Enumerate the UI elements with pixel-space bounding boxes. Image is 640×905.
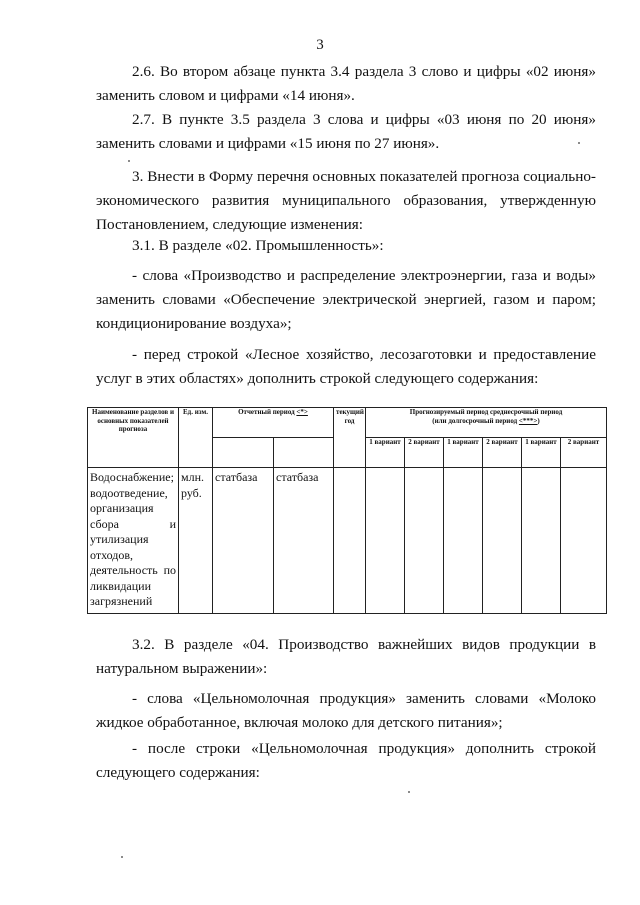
row-variant-4 [483, 468, 522, 614]
paragraph-replace-dairy [96, 687, 596, 735]
paragraph-after-dairy [96, 737, 596, 785]
scan-speck [121, 856, 123, 858]
header-variant-5: 1 вариант [522, 438, 561, 468]
paragraph-3 [96, 165, 596, 237]
table-row [88, 468, 607, 614]
header-forecast-line2-wrap [368, 417, 604, 426]
paragraph-text: 3.2. В разделе «04. Производство важнейших видов продукции в натуральном выражении»: [96, 636, 596, 677]
header-name [88, 408, 179, 468]
row-current [334, 468, 366, 614]
page-number: 3 [316, 37, 324, 53]
row-report-2: статбаза [274, 468, 334, 614]
header-forecast-line1: Прогнозируемый период среднесрочный период [409, 408, 563, 416]
header-forecast-close: ) [537, 416, 540, 425]
paragraph-3-2 [96, 633, 596, 681]
header-variant-1: 1 вариант [366, 438, 405, 468]
header-variant-6: 2 вариант [561, 438, 607, 468]
paragraph-text: - перед строкой «Лесное хозяйство, лесозаготовки и предоставление услуг в этих областях» дополнить строкой следующего содержания: [96, 346, 596, 387]
paragraph-text: 2.7. В пункте 3.5 раздела 3 слова и цифры «03 июня по 20 июня» заменить словами и цифрами «15 июня по 27 июня». [96, 111, 596, 152]
row-report-1: статбаза [213, 468, 274, 614]
paragraph-text: - слова «Цельномолочная продукция» заменить словами «Молоко жидкое обработанное, включая молоко для детского питания»; [96, 690, 596, 731]
paragraph-2-6 [96, 60, 596, 108]
header-current-text: текущий год [336, 408, 364, 425]
header-variant-4: 2 вариант [483, 438, 522, 468]
scan-speck [128, 160, 130, 162]
paragraph-2-7 [96, 108, 596, 156]
row-name: Водоснабжение; водоотведение, организация сбора и утилизация отходов, деятельность по ликвидации загрязнений [88, 468, 179, 614]
indicator-table [87, 407, 607, 614]
header-current-year [334, 408, 366, 468]
header-forecast-period [366, 408, 607, 438]
row-variant-6 [561, 468, 607, 614]
header-reporting-mark: <*> [296, 408, 308, 416]
row-unit: млн. руб. [179, 468, 213, 614]
scan-speck [578, 142, 580, 144]
paragraph-replace-words [96, 264, 596, 336]
paragraph-text: 2.6. Во втором абзаце пункта 3.4 раздела 3 слово и цифры «02 июня» заменить словом и цифрами «14 июня». [96, 63, 596, 104]
header-unit-text: Ед. изм. [183, 408, 208, 416]
scan-speck [408, 791, 410, 793]
header-variant-2: 2 вариант [405, 438, 444, 468]
header-reporting-period [213, 408, 334, 438]
header-reporting-text: Отчетный период [238, 408, 295, 416]
header-unit [179, 408, 213, 468]
row-variant-2 [405, 468, 444, 614]
header-variant-3: 1 вариант [444, 438, 483, 468]
paragraph-text: 3. Внести в Форму перечня основных показателей прогноза социально-экономического развития муниципального образования, утвержденную Постановлением, следующие изменения: [96, 168, 596, 233]
paragraph-text: - после строки «Цельномолочная продукция» дополнить строкой следующего содержания: [96, 740, 596, 781]
paragraph-text: - слова «Производство и распределение электроэнергии, газа и воды» заменить словами «Обеспечение электрической энергией, газом и паром; кондиционирование воздуха»; [96, 267, 596, 332]
header-reporting-sub-2 [274, 438, 334, 468]
paragraph-insert-row [96, 343, 596, 391]
header-reporting-sub-1 [213, 438, 274, 468]
paragraph-text: 3.1. В разделе «02. Промышленность»: [132, 237, 384, 254]
row-variant-3 [444, 468, 483, 614]
header-forecast-line2: (или долгосрочный период [432, 416, 518, 425]
paragraph-3-1 [96, 234, 596, 258]
row-variant-5 [522, 468, 561, 614]
row-variant-1 [366, 468, 405, 614]
header-forecast-mark: <***> [518, 416, 538, 425]
header-name-text: Наименование разделов и основных показателей прогноза [92, 408, 174, 433]
